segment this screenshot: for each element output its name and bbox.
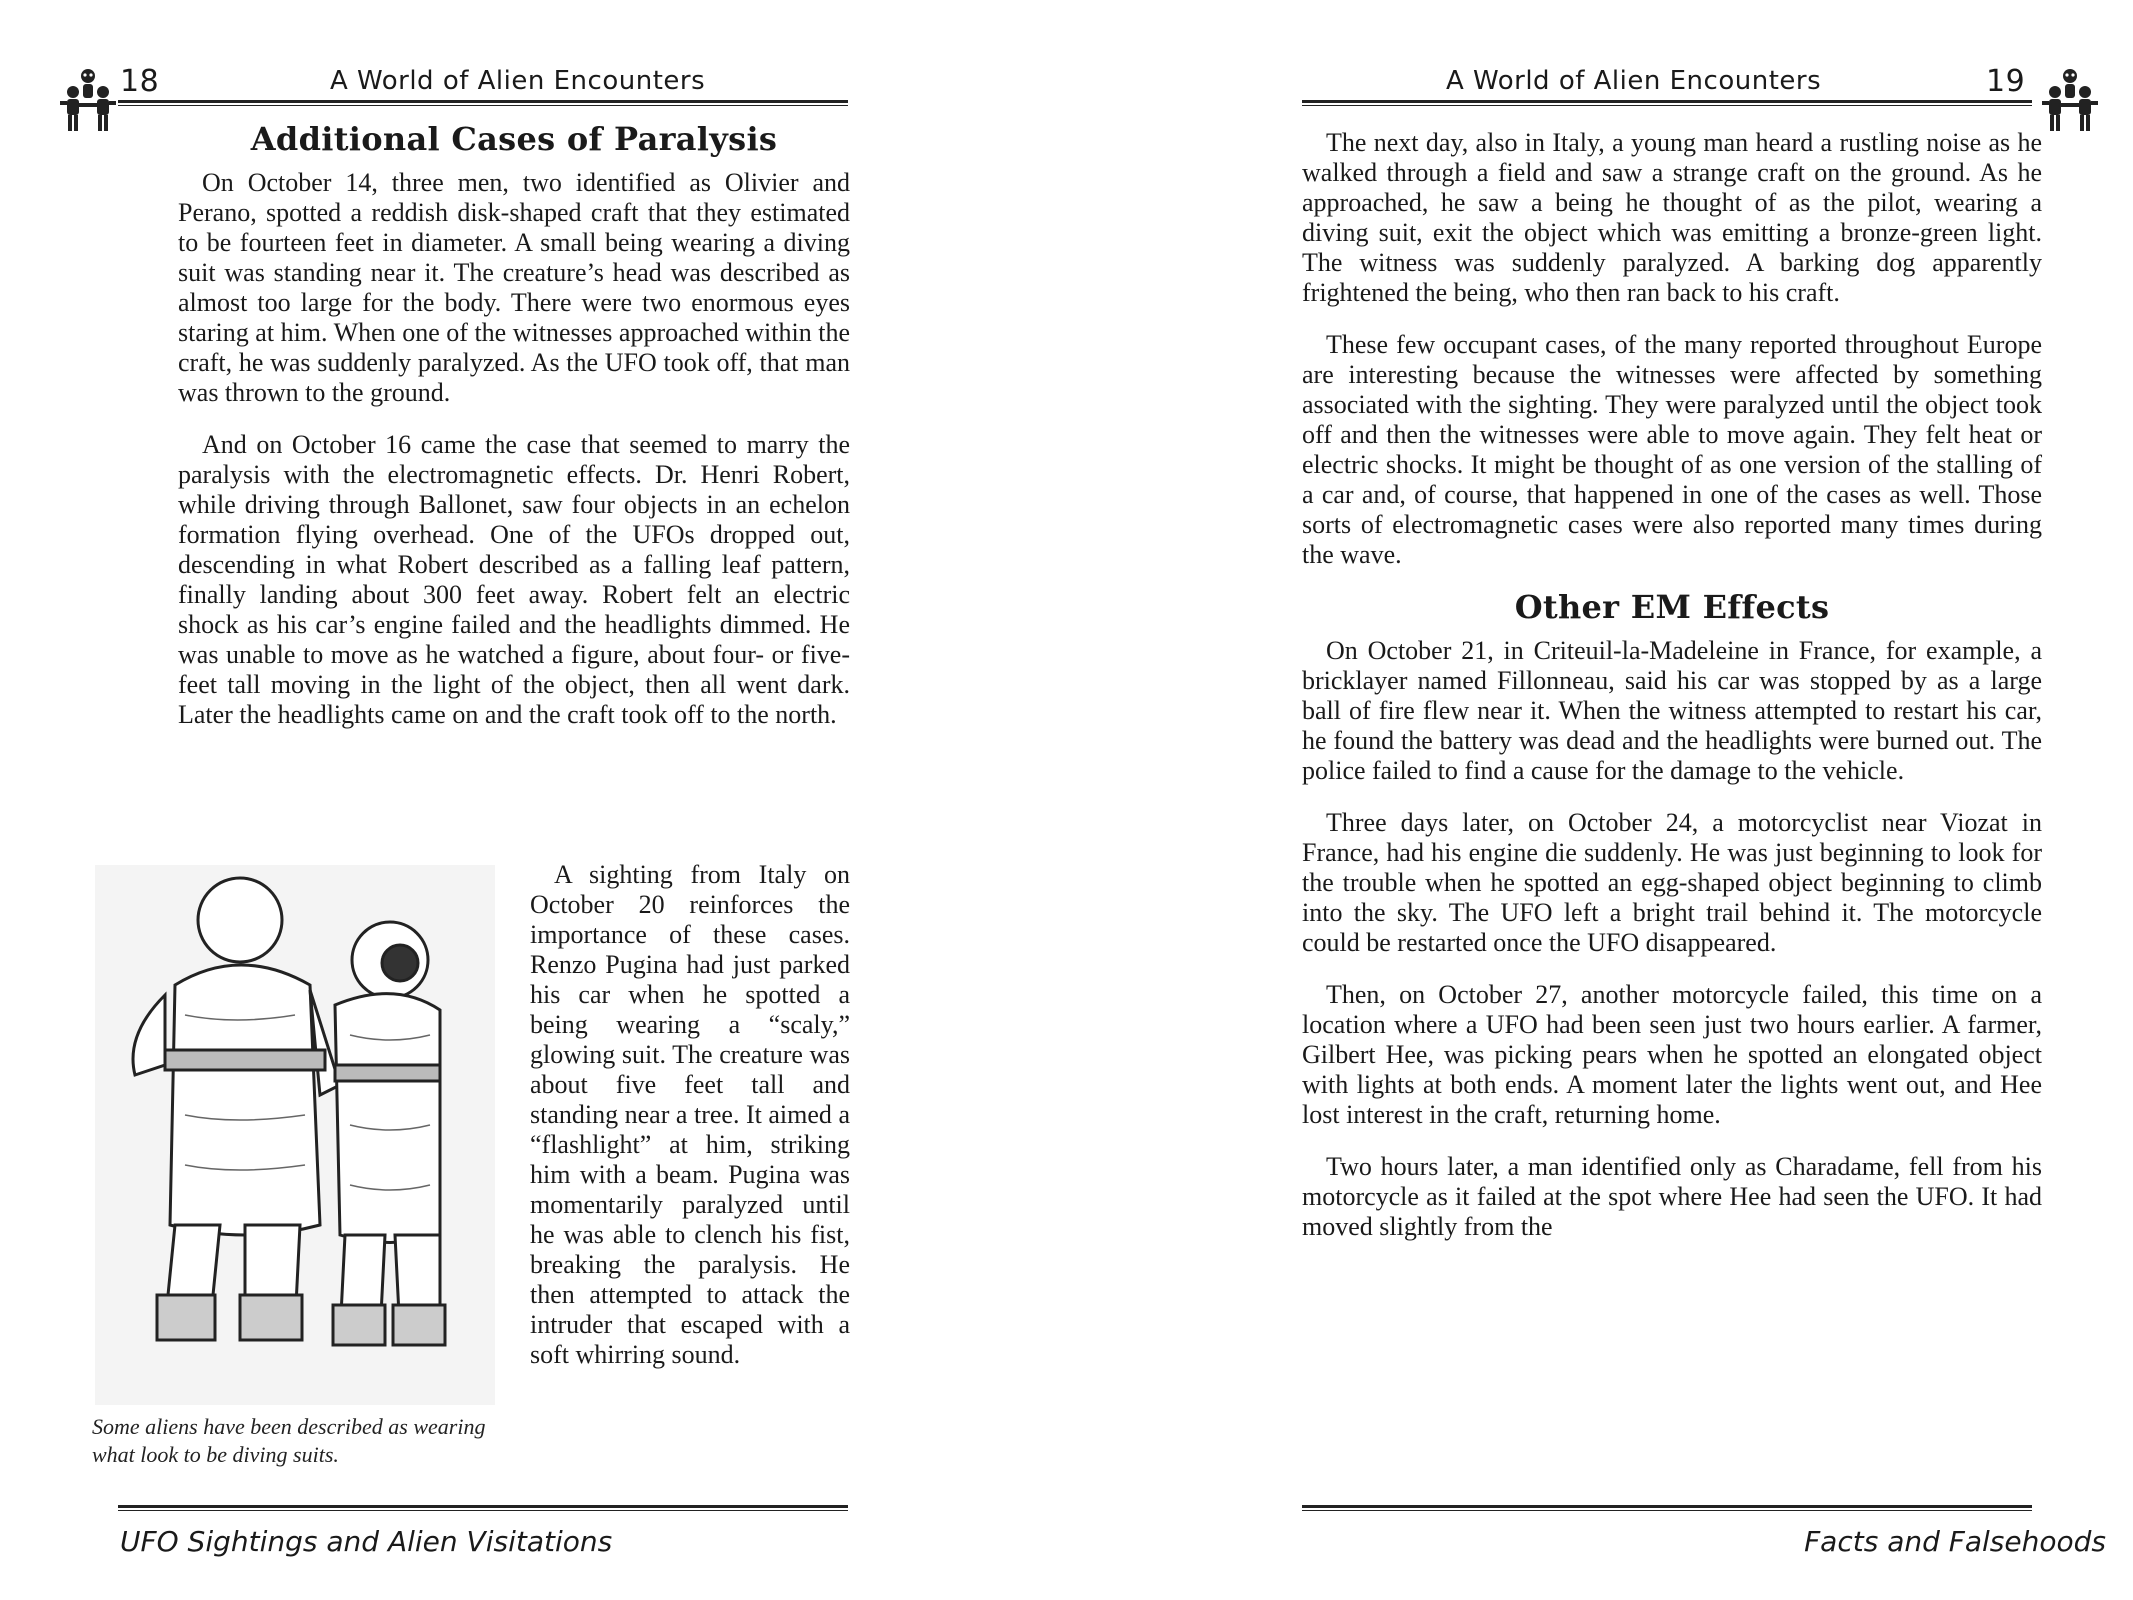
figure-caption: Some aliens have been described as wearing what look to be diving suits. [92,1414,486,1467]
page-number: 18 [120,64,160,99]
paragraph: On October 21, in Criteuil-la-Madeleine in France, for example, a bricklayer named Fillonneau, said his car was stopped by as a large ball of fire flew near it. When the witness attempted to restart his car, he found the battery was dead and the headlights were burned out. The police failed to find a cause for the damage to the vehicle. [1302,636,2042,785]
paragraph: And on October 16 came the case that seemed to marry the paralysis with the electromagnetic effects. Dr. Henri Robert, while driving through Ballonet, saw four objects in an echelon formation flying overhead. One of the UFOs dropped out, descending in what Robert described as a falling leaf pattern, finally landing about 300 feet away. Robert felt an electric shock as his car’s engine failed and the headlights dimmed. He was unable to move as he watched a figure, about four- or five-feet tall moving in the light of the object, then all went dark. Later the headlights came on and the craft took off to the north. [178,430,850,729]
main-column [1302,128,2042,1264]
paragraph: Two hours later, a man identified only as Charadame, fell from his motorcycle as it failed at the spot where Hee had seen the UFO. It had moved slightly from the [1302,1152,2042,1241]
footer-rule [1302,1505,2032,1511]
section-heading: Additional Cases of Paralysis [250,120,778,158]
alien-family-icon [2040,66,2100,136]
paragraph: On October 14, three men, two identified as Olivier and Perano, spotted a reddish disk-shaped craft that they estimated to be fourteen feet in diameter. A small being wearing a diving suit was standing near it. The creature’s head was described as almost too large for the body. There were two enormous eyes staring at him. When one of the witnesses approached within the craft, he was suddenly paralyzed. As the UFO took off, that man was thrown to the ground. [178,168,850,407]
footer-rule [118,1505,848,1511]
main-column [178,120,850,752]
side-column [530,860,850,1392]
paragraph: These few occupant cases, of the many reported throughout Europe are interesting because the witnesses were affected by something associated with the sighting. They were paralyzed until the object took off and then the witnesses were able to move again. They felt heat or electric shocks. It might be thought of as one version of the stalling of a car and, of course, that happened in one of the cases as well. Those sorts of electromagnetic cases were also reported many times during the wave. [1302,330,2042,569]
paragraph: The next day, also in Italy, a young man heard a rustling noise as he walked through a field and saw a strange craft on the ground. As he approached, he saw a being he thought of as the pilot, wearing a diving suit, exit the object which was emitting a bronze-green light. The witness was suddenly paralyzed. A barking dog apparently frightened the being, who then ran back to his craft. [1302,128,2042,307]
running-head [1066,62,2133,104]
footer-title: Facts and Falsehoods [1804,1525,2106,1558]
running-head [0,62,1066,104]
footer-title: UFO Sightings and Alien Visitations [120,1525,613,1558]
running-title: A World of Alien Encounters [330,66,706,96]
page-number: 19 [1986,64,2026,99]
header-rule [118,100,848,106]
header-rule [1302,100,2032,106]
paragraph: Three days later, on October 24, a motorcyclist near Viozat in France, had his engine die suddenly. He was just beginning to look for the trouble when he spotted an egg-shaped object beginning to climb into the sky. The UFO left a bright trail behind it. The motorcycle could be restarted once the UFO disappeared. [1302,808,2042,957]
running-title: A World of Alien Encounters [1446,66,1822,96]
paragraph: Then, on October 27, another motorcycle failed, this time on a location where a UFO had been seen just two hours earlier. A farmer, Gilbert Hee, was picking pears when he spotted an elongated object with lights at both ends. A moment later the lights went out, and Hee lost interest in the craft, returning home. [1302,980,2042,1129]
right-page [1066,0,2133,1600]
left-page [0,0,1066,1600]
diving-suit-aliens-illustration [95,865,495,1405]
paragraph: A sighting from Italy on October 20 reinforces the importance of these cases. Renzo Pugina had just parked his car when he spotted a being wearing a “scaly,” glowing suit. The creature was about five feet tall and standing near a tree. It aimed a “flashlight” at him, striking him with a beam. Pugina was momentarily paralyzed until he was able to clench his fist, breaking the paralysis. He then attempted to attack the intruder that escaped with a soft whirring sound. [530,860,850,1369]
section-heading: Other EM Effects [1514,588,1830,626]
